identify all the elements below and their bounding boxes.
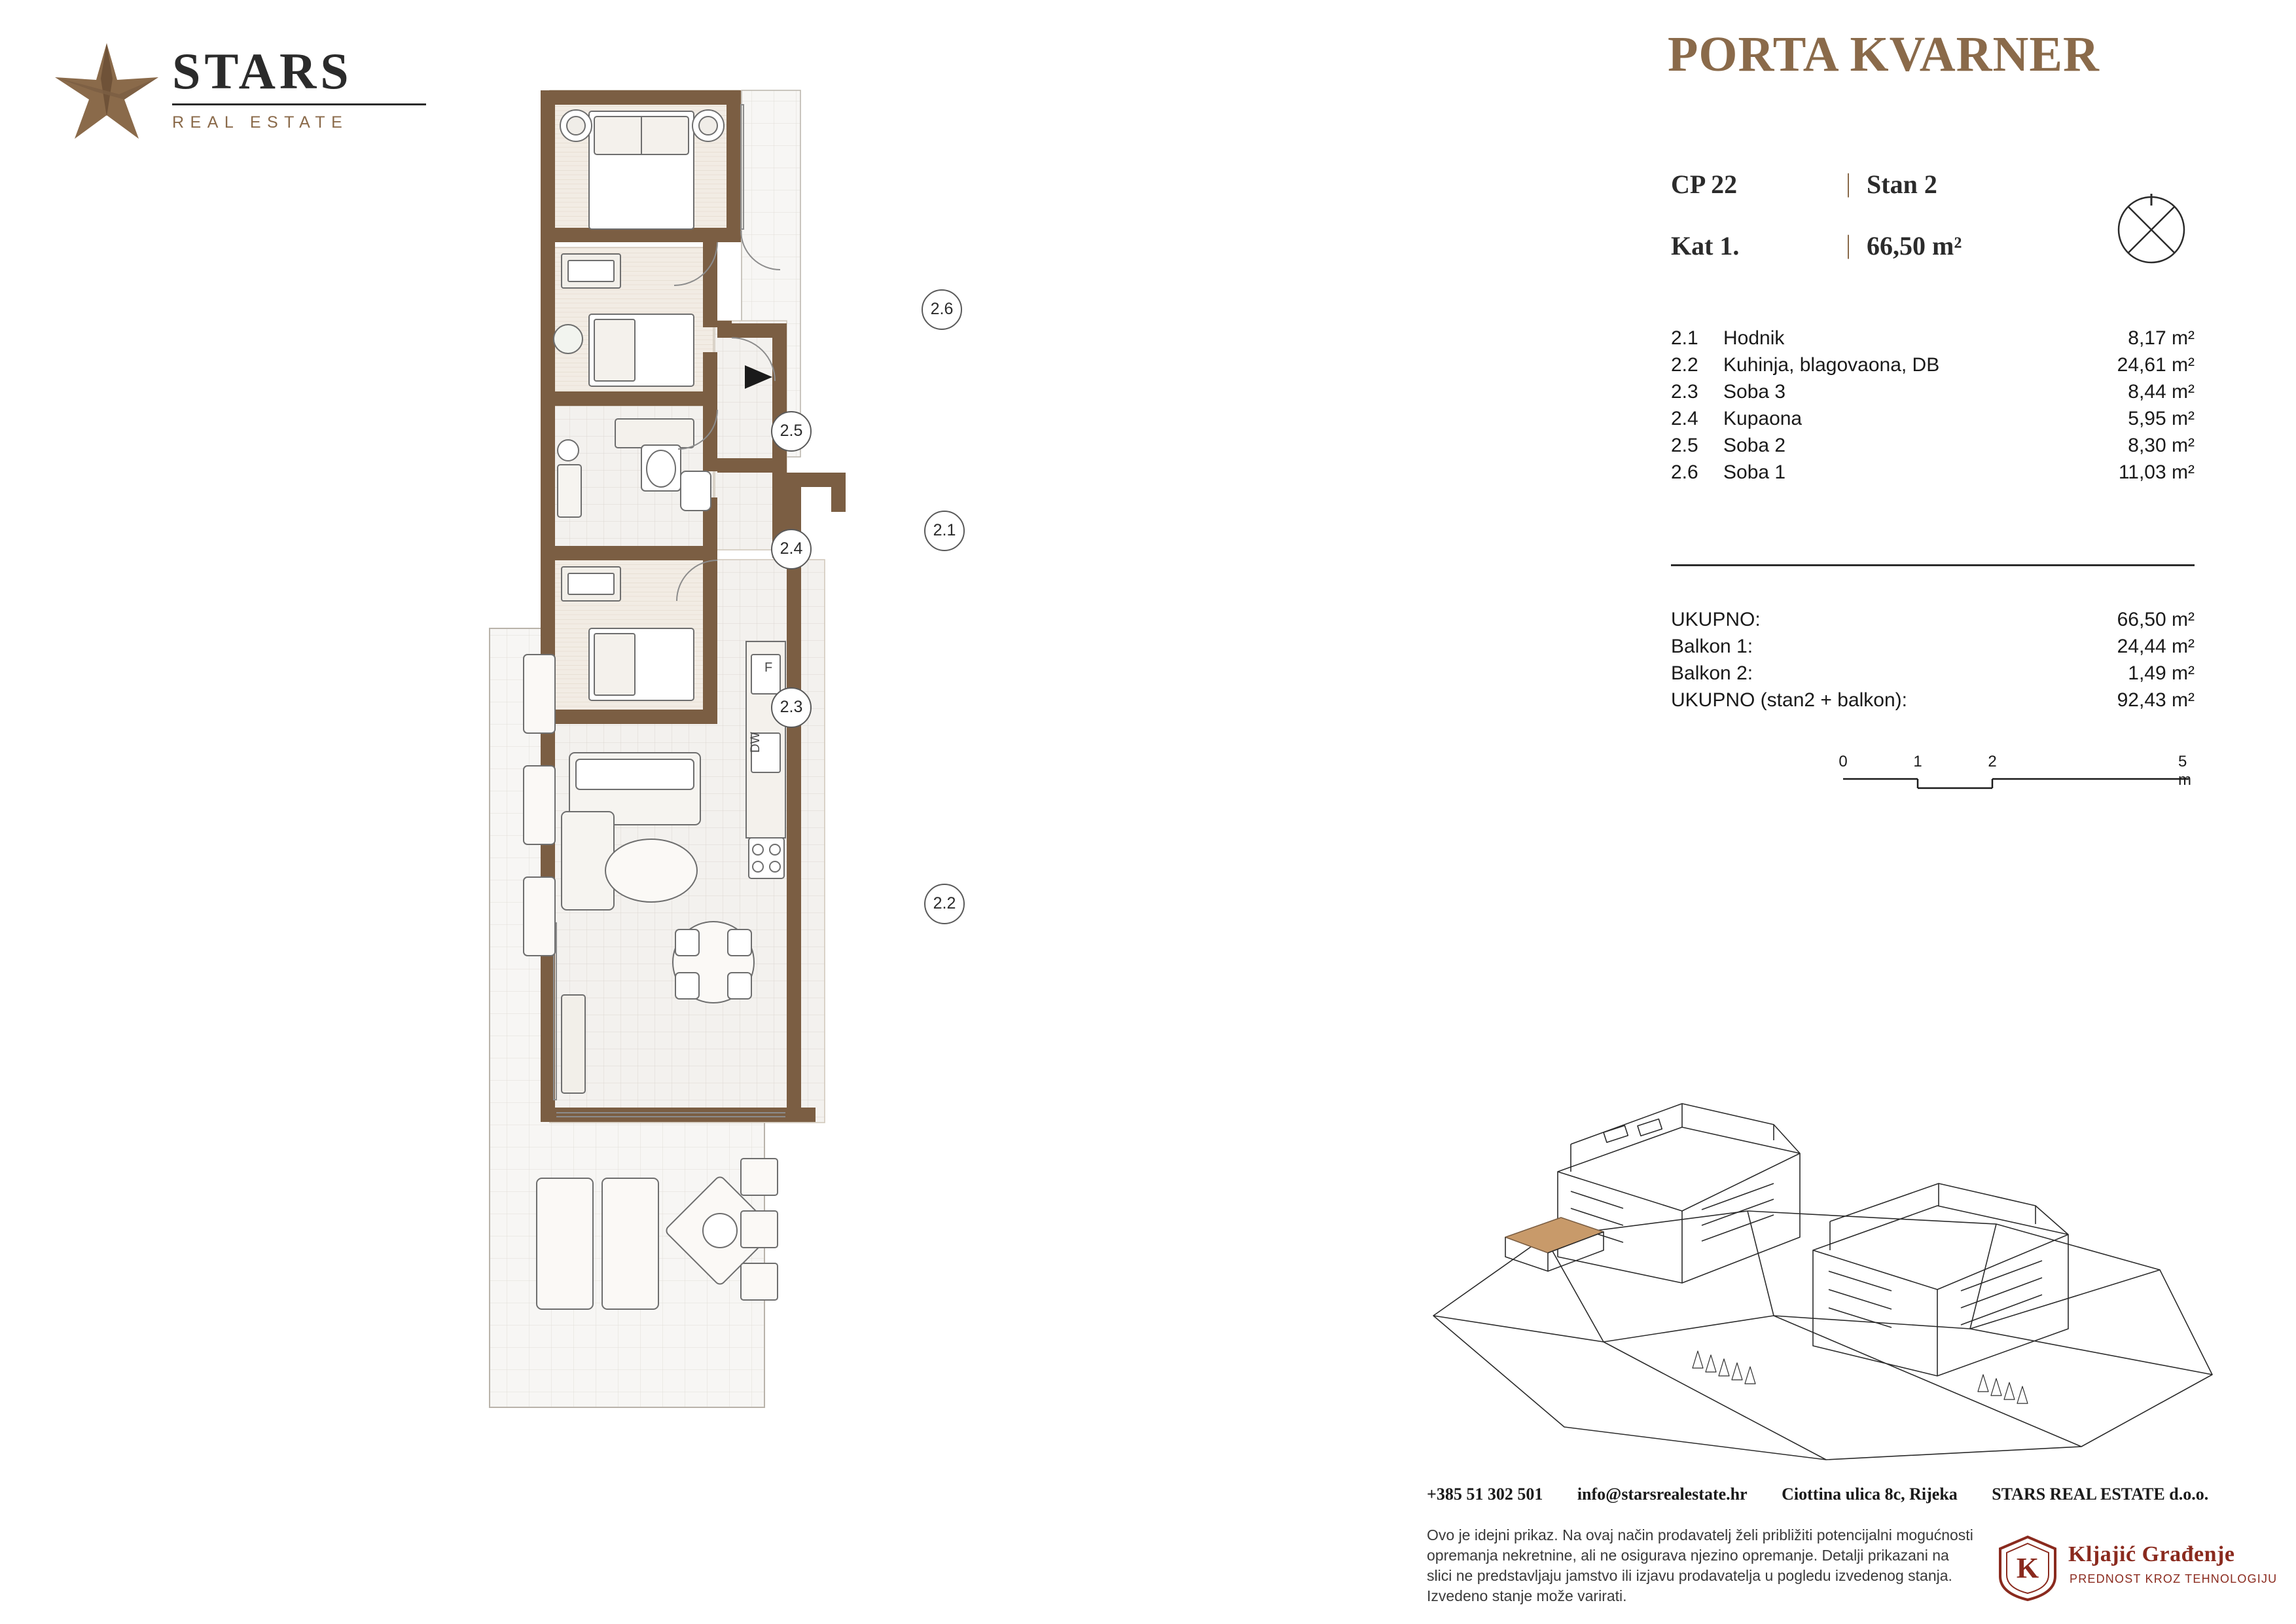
- room-code: 2.3: [1671, 381, 1698, 403]
- table-row: [1671, 381, 2195, 408]
- table-row: [1671, 461, 2195, 488]
- room-name: Kupaona: [1723, 408, 1803, 429]
- footer-disclaimer: Ovo je idejni prikaz. Na ovaj način prodavatelj želi približiti potencijalni mogućnosti opremanja nekretnine, ali ne osigurava njezino opremanje. Detalji prikazani na slici ne predstavljaju jamstvo ili izjavu prodavatelja u pogledu izvedenog stanja. Izvedeno stanje može varirati.: [1427, 1526, 1973, 1604]
- room-area: 11,03 m²: [2118, 461, 2195, 483]
- room-name: Soba 1: [1723, 461, 1786, 483]
- room-tag-2-2: 2.2: [924, 884, 965, 924]
- header-separator-2: |: [1846, 230, 1852, 259]
- room-name: Soba 3: [1723, 381, 1786, 403]
- room-code: 2.2: [1671, 354, 1698, 376]
- room-schedule-table: [1671, 327, 2195, 488]
- project-title: PORTA KVARNER: [1668, 27, 2100, 82]
- room-tag-2-6: 2.6: [922, 289, 962, 330]
- svg-text:K: K: [2016, 1552, 2039, 1584]
- room-code: 2.5: [1671, 435, 1698, 456]
- scale-bar: [1839, 753, 2193, 799]
- room-area: 8,44 m²: [2128, 381, 2195, 403]
- floor-plan-drawing: [484, 79, 1060, 1427]
- scale-tick-2: 2: [1988, 753, 1997, 770]
- brand-divider: [172, 103, 426, 105]
- table-row: [1671, 327, 2195, 354]
- table-row: [1671, 408, 2195, 435]
- room-tag-2-4: 2.4: [771, 529, 812, 569]
- building-3d-render: [1407, 975, 2232, 1473]
- room-area: 8,30 m²: [2128, 435, 2195, 456]
- room-code: 2.4: [1671, 408, 1698, 429]
- table-row: [1671, 636, 2195, 662]
- svg-text:F: F: [764, 660, 773, 675]
- scale-tick-end: 5 m: [2178, 753, 2191, 789]
- scale-tick-1: 1: [1913, 753, 1922, 770]
- room-area: 24,61 m²: [2117, 354, 2195, 376]
- table-row: [1671, 609, 2195, 636]
- total-label: Balkon 2:: [1671, 662, 1753, 684]
- brand-name: STARS: [172, 43, 353, 99]
- total-value: 92,43 m²: [2117, 689, 2195, 711]
- total-value: 66,50 m²: [2117, 609, 2195, 630]
- total-value: 1,49 m²: [2128, 662, 2195, 684]
- totals-table: [1671, 609, 2195, 716]
- kljajic-crest-icon: [1996, 1534, 2059, 1602]
- unit-area: 66,50 m²: [1867, 231, 1962, 261]
- room-tag-2-3: 2.3: [771, 687, 812, 728]
- total-label: Balkon 1:: [1671, 636, 1753, 657]
- star-icon: [51, 39, 162, 151]
- unit-label: Stan 2: [1867, 170, 1937, 199]
- scale-tick-0: 0: [1839, 753, 1848, 770]
- footer-phone[interactable]: +385 51 302 501: [1427, 1485, 1543, 1504]
- table-row: [1671, 689, 2195, 716]
- room-code: 2.1: [1671, 327, 1698, 349]
- table-row: [1671, 354, 2195, 381]
- table-divider: [1671, 564, 2195, 566]
- table-row: [1671, 662, 2195, 689]
- room-name: Soba 2: [1723, 435, 1786, 456]
- brand-wordmark: [172, 43, 426, 132]
- footer-contact: [1427, 1485, 2208, 1504]
- partner-name: Kljajić Građenje: [2068, 1542, 2235, 1566]
- footer-email[interactable]: info@starsrealestate.hr: [1577, 1485, 1748, 1504]
- room-tag-2-1: 2.1: [924, 511, 965, 551]
- brand-logo: [51, 34, 418, 158]
- room-name: Hodnik: [1723, 327, 1785, 349]
- brand-subtitle: REAL ESTATE: [172, 113, 349, 132]
- total-value: 24,44 m²: [2117, 636, 2195, 657]
- scale-bar-graphic: [1839, 775, 2193, 795]
- unit-code: CP 22: [1671, 170, 1738, 199]
- footer-company: STARS REAL ESTATE d.o.o.: [1992, 1485, 2209, 1504]
- partner-tagline: PREDNOST KROZ TEHNOLOGIJU: [2070, 1572, 2278, 1585]
- footer-address: Ciottina ulica 8c, Rijeka: [1782, 1485, 1958, 1504]
- room-name: Kuhinja, blagovaona, DB: [1723, 354, 1940, 376]
- svg-text:DW: DW: [749, 732, 762, 753]
- table-row: [1671, 435, 2195, 461]
- room-code: 2.6: [1671, 461, 1698, 483]
- partner-logo: [1996, 1532, 2278, 1610]
- room-tag-2-5: 2.5: [771, 411, 812, 452]
- total-label: UKUPNO:: [1671, 609, 1761, 630]
- room-area: 8,17 m²: [2128, 327, 2195, 349]
- compass-north-icon: [2115, 194, 2187, 266]
- header-separator-1: |: [1846, 168, 1852, 198]
- total-label: UKUPNO (stan2 + balkon):: [1671, 689, 1907, 711]
- room-area: 5,95 m²: [2128, 408, 2195, 429]
- floor-label: Kat 1.: [1671, 231, 1740, 261]
